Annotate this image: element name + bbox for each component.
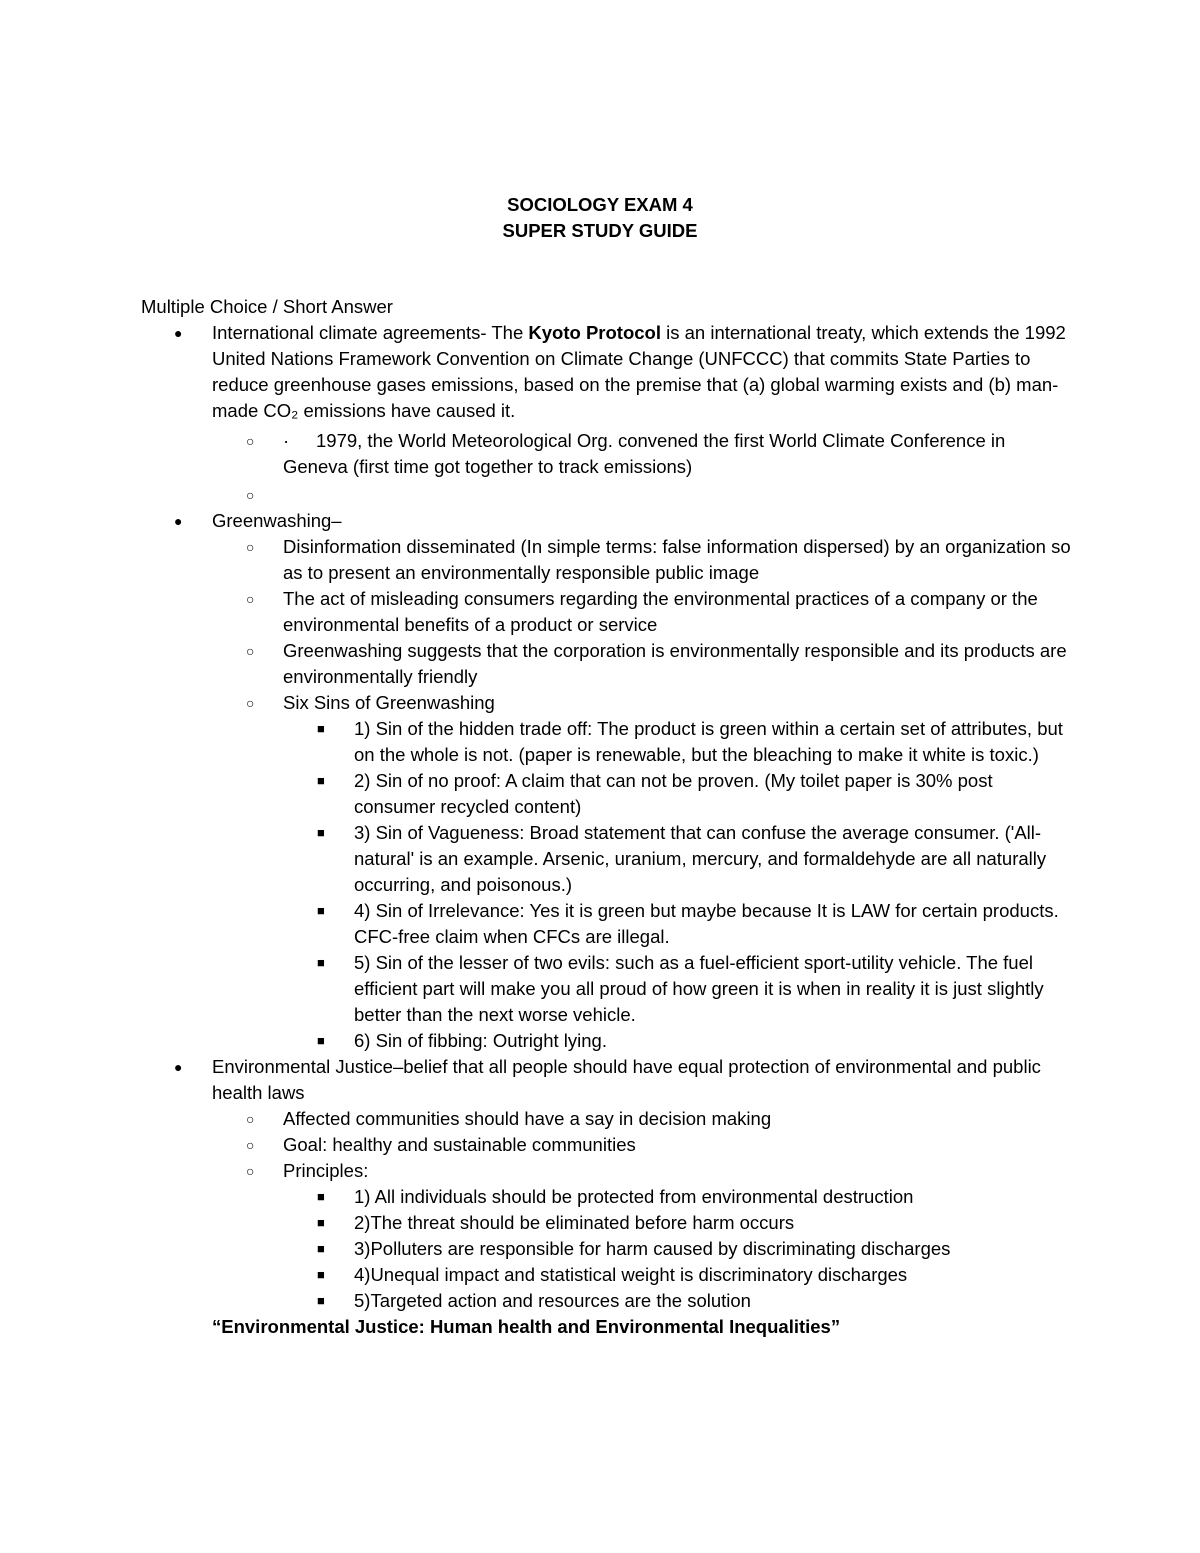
hollow-circle-bullet-icon: ○ bbox=[246, 591, 255, 607]
filled-circle-bullet-icon: ● bbox=[174, 1059, 183, 1075]
sin-text: 4) Sin of Irrelevance: Yes it is green but maybe because It is LAW for certain products. CFC-free claim when CFCs are illegal. bbox=[354, 900, 1059, 947]
document-body bbox=[141, 294, 1071, 1340]
document-subtitle: SUPER STUDY GUIDE bbox=[502, 220, 698, 241]
sub-item-greenwashing-1 bbox=[141, 534, 1071, 586]
principle-text: 3)Polluters are responsible for harm caused by discriminating discharges bbox=[354, 1238, 951, 1259]
sub-item-text: The act of misleading consumers regarding the environmental practices of a company or the environmental benefits of a product or service bbox=[283, 588, 1038, 635]
principle-item bbox=[141, 1262, 1071, 1288]
hollow-circle-bullet-icon: ○ bbox=[246, 643, 255, 659]
sub-item-affected-communities bbox=[141, 1106, 1071, 1132]
list-item-text: Greenwashing– bbox=[212, 510, 342, 531]
sub-item-empty bbox=[141, 482, 1071, 508]
sub-item-text: Affected communities should have a say in decision making bbox=[283, 1108, 772, 1129]
sin-text: 1) Sin of the hidden trade off: The product is green within a certain set of attributes, but on the whole is not. (paper is renewable, but the bleaching to make it white is toxic.) bbox=[354, 718, 1063, 765]
sub-item-greenwashing-3 bbox=[141, 638, 1071, 690]
hollow-circle-bullet-icon: ○ bbox=[246, 1163, 255, 1179]
list-item-environmental-justice bbox=[141, 1054, 1071, 1106]
hollow-circle-bullet-icon: ○ bbox=[246, 539, 255, 555]
filled-circle-bullet-icon: ● bbox=[174, 513, 183, 529]
principle-text: 1) All individuals should be protected from environmental destruction bbox=[354, 1186, 914, 1207]
section-label: Multiple Choice / Short Answer bbox=[141, 296, 393, 317]
list-item-text: is an international treaty, which extends the 1992 United Nations Framework Convention on Climate Change (UNFCCC) that commits State Parties to reduce greenhouse gases emissions, based on the premise that (a) global warming exists and (b) man-made CO₂ emissions have caused it. bbox=[212, 322, 1066, 421]
sub-item-goal bbox=[141, 1132, 1071, 1158]
principle-text: 4)Unequal impact and statistical weight is discriminatory discharges bbox=[354, 1264, 908, 1285]
hollow-circle-bullet-icon: ○ bbox=[246, 433, 255, 449]
sub-item-text: Greenwashing suggests that the corporation is environmentally responsible and its products are environmentally friendly bbox=[283, 640, 1067, 687]
sub-item-principles bbox=[141, 1158, 1071, 1184]
square-bullet-icon: ■ bbox=[317, 955, 325, 970]
document-header bbox=[0, 192, 1200, 244]
list-item-climate-agreements bbox=[141, 320, 1071, 424]
principle-item bbox=[141, 1184, 1071, 1210]
square-bullet-icon: ■ bbox=[317, 1293, 325, 1308]
square-bullet-icon: ■ bbox=[317, 1215, 325, 1230]
square-bullet-icon: ■ bbox=[317, 1033, 325, 1048]
closing-heading: “Environmental Justice: Human health and Environmental Inequalities” bbox=[212, 1316, 841, 1337]
hollow-circle-bullet-icon: ○ bbox=[246, 487, 255, 503]
sin-item bbox=[141, 820, 1071, 898]
square-bullet-icon: ■ bbox=[317, 1267, 325, 1282]
document-title: SOCIOLOGY EXAM 4 bbox=[507, 194, 693, 215]
sin-text: 5) Sin of the lesser of two evils: such as a fuel-efficient sport-utility vehicle. The fuel efficient part will make you all proud of how green it is when in reality it is just slightly better than the next worse vehicle. bbox=[354, 952, 1044, 1025]
sub-item-text: 1979, the World Meteorological Org. convened the first World Climate Conference in Geneva (first time got together to track emissions) bbox=[283, 430, 1006, 477]
list-item-text: International climate agreements- The bbox=[212, 322, 529, 343]
sin-item bbox=[141, 950, 1071, 1028]
hollow-circle-bullet-icon: ○ bbox=[246, 1111, 255, 1127]
sub-item-world-climate-conference bbox=[141, 428, 1071, 480]
list-item-text: Environmental Justice–belief that all people should have equal protection of environmental and public health laws bbox=[212, 1056, 1041, 1103]
sin-item bbox=[141, 898, 1071, 950]
sin-item bbox=[141, 716, 1071, 768]
square-bullet-icon: ■ bbox=[317, 1241, 325, 1256]
square-bullet-icon: ■ bbox=[317, 903, 325, 918]
sin-text: 6) Sin of fibbing: Outright lying. bbox=[354, 1030, 607, 1051]
square-bullet-icon: ■ bbox=[317, 773, 325, 788]
square-bullet-icon: ■ bbox=[317, 721, 325, 736]
sin-text: 2) Sin of no proof: A claim that can not be proven. (My toilet paper is 30% post consumer recycled content) bbox=[354, 770, 993, 817]
sin-item bbox=[141, 768, 1071, 820]
sin-text: 3) Sin of Vagueness: Broad statement that can confuse the average consumer. ('All-natural' is an example. Arsenic, uranium, mercury, and formaldehyde are all naturally occurring, and poisonous.) bbox=[354, 822, 1047, 895]
principle-text: 5)Targeted action and resources are the solution bbox=[354, 1290, 751, 1311]
square-bullet-icon: ■ bbox=[317, 1189, 325, 1204]
filled-circle-bullet-icon: ● bbox=[174, 325, 183, 341]
sin-item bbox=[141, 1028, 1071, 1054]
sub-item-text: Goal: healthy and sustainable communities bbox=[283, 1134, 636, 1155]
list-item-greenwashing bbox=[141, 508, 1071, 534]
sub-item-text: Six Sins of Greenwashing bbox=[283, 692, 495, 713]
principle-item bbox=[141, 1288, 1071, 1314]
sub-item-greenwashing-2 bbox=[141, 586, 1071, 638]
bold-term: Kyoto Protocol bbox=[528, 322, 661, 343]
hollow-circle-bullet-icon: ○ bbox=[246, 695, 255, 711]
principle-text: 2)The threat should be eliminated before harm occurs bbox=[354, 1212, 795, 1233]
principle-item bbox=[141, 1210, 1071, 1236]
square-bullet-icon: ■ bbox=[317, 825, 325, 840]
sub-item-text: Disinformation disseminated (In simple terms: false information dispersed) by an organization so as to present an environmentally responsible public image bbox=[283, 536, 1071, 583]
middle-dot-marker: · bbox=[283, 430, 290, 451]
sub-item-text: Principles: bbox=[283, 1160, 369, 1181]
hollow-circle-bullet-icon: ○ bbox=[246, 1137, 255, 1153]
sub-item-six-sins bbox=[141, 690, 1071, 716]
principle-item bbox=[141, 1236, 1071, 1262]
